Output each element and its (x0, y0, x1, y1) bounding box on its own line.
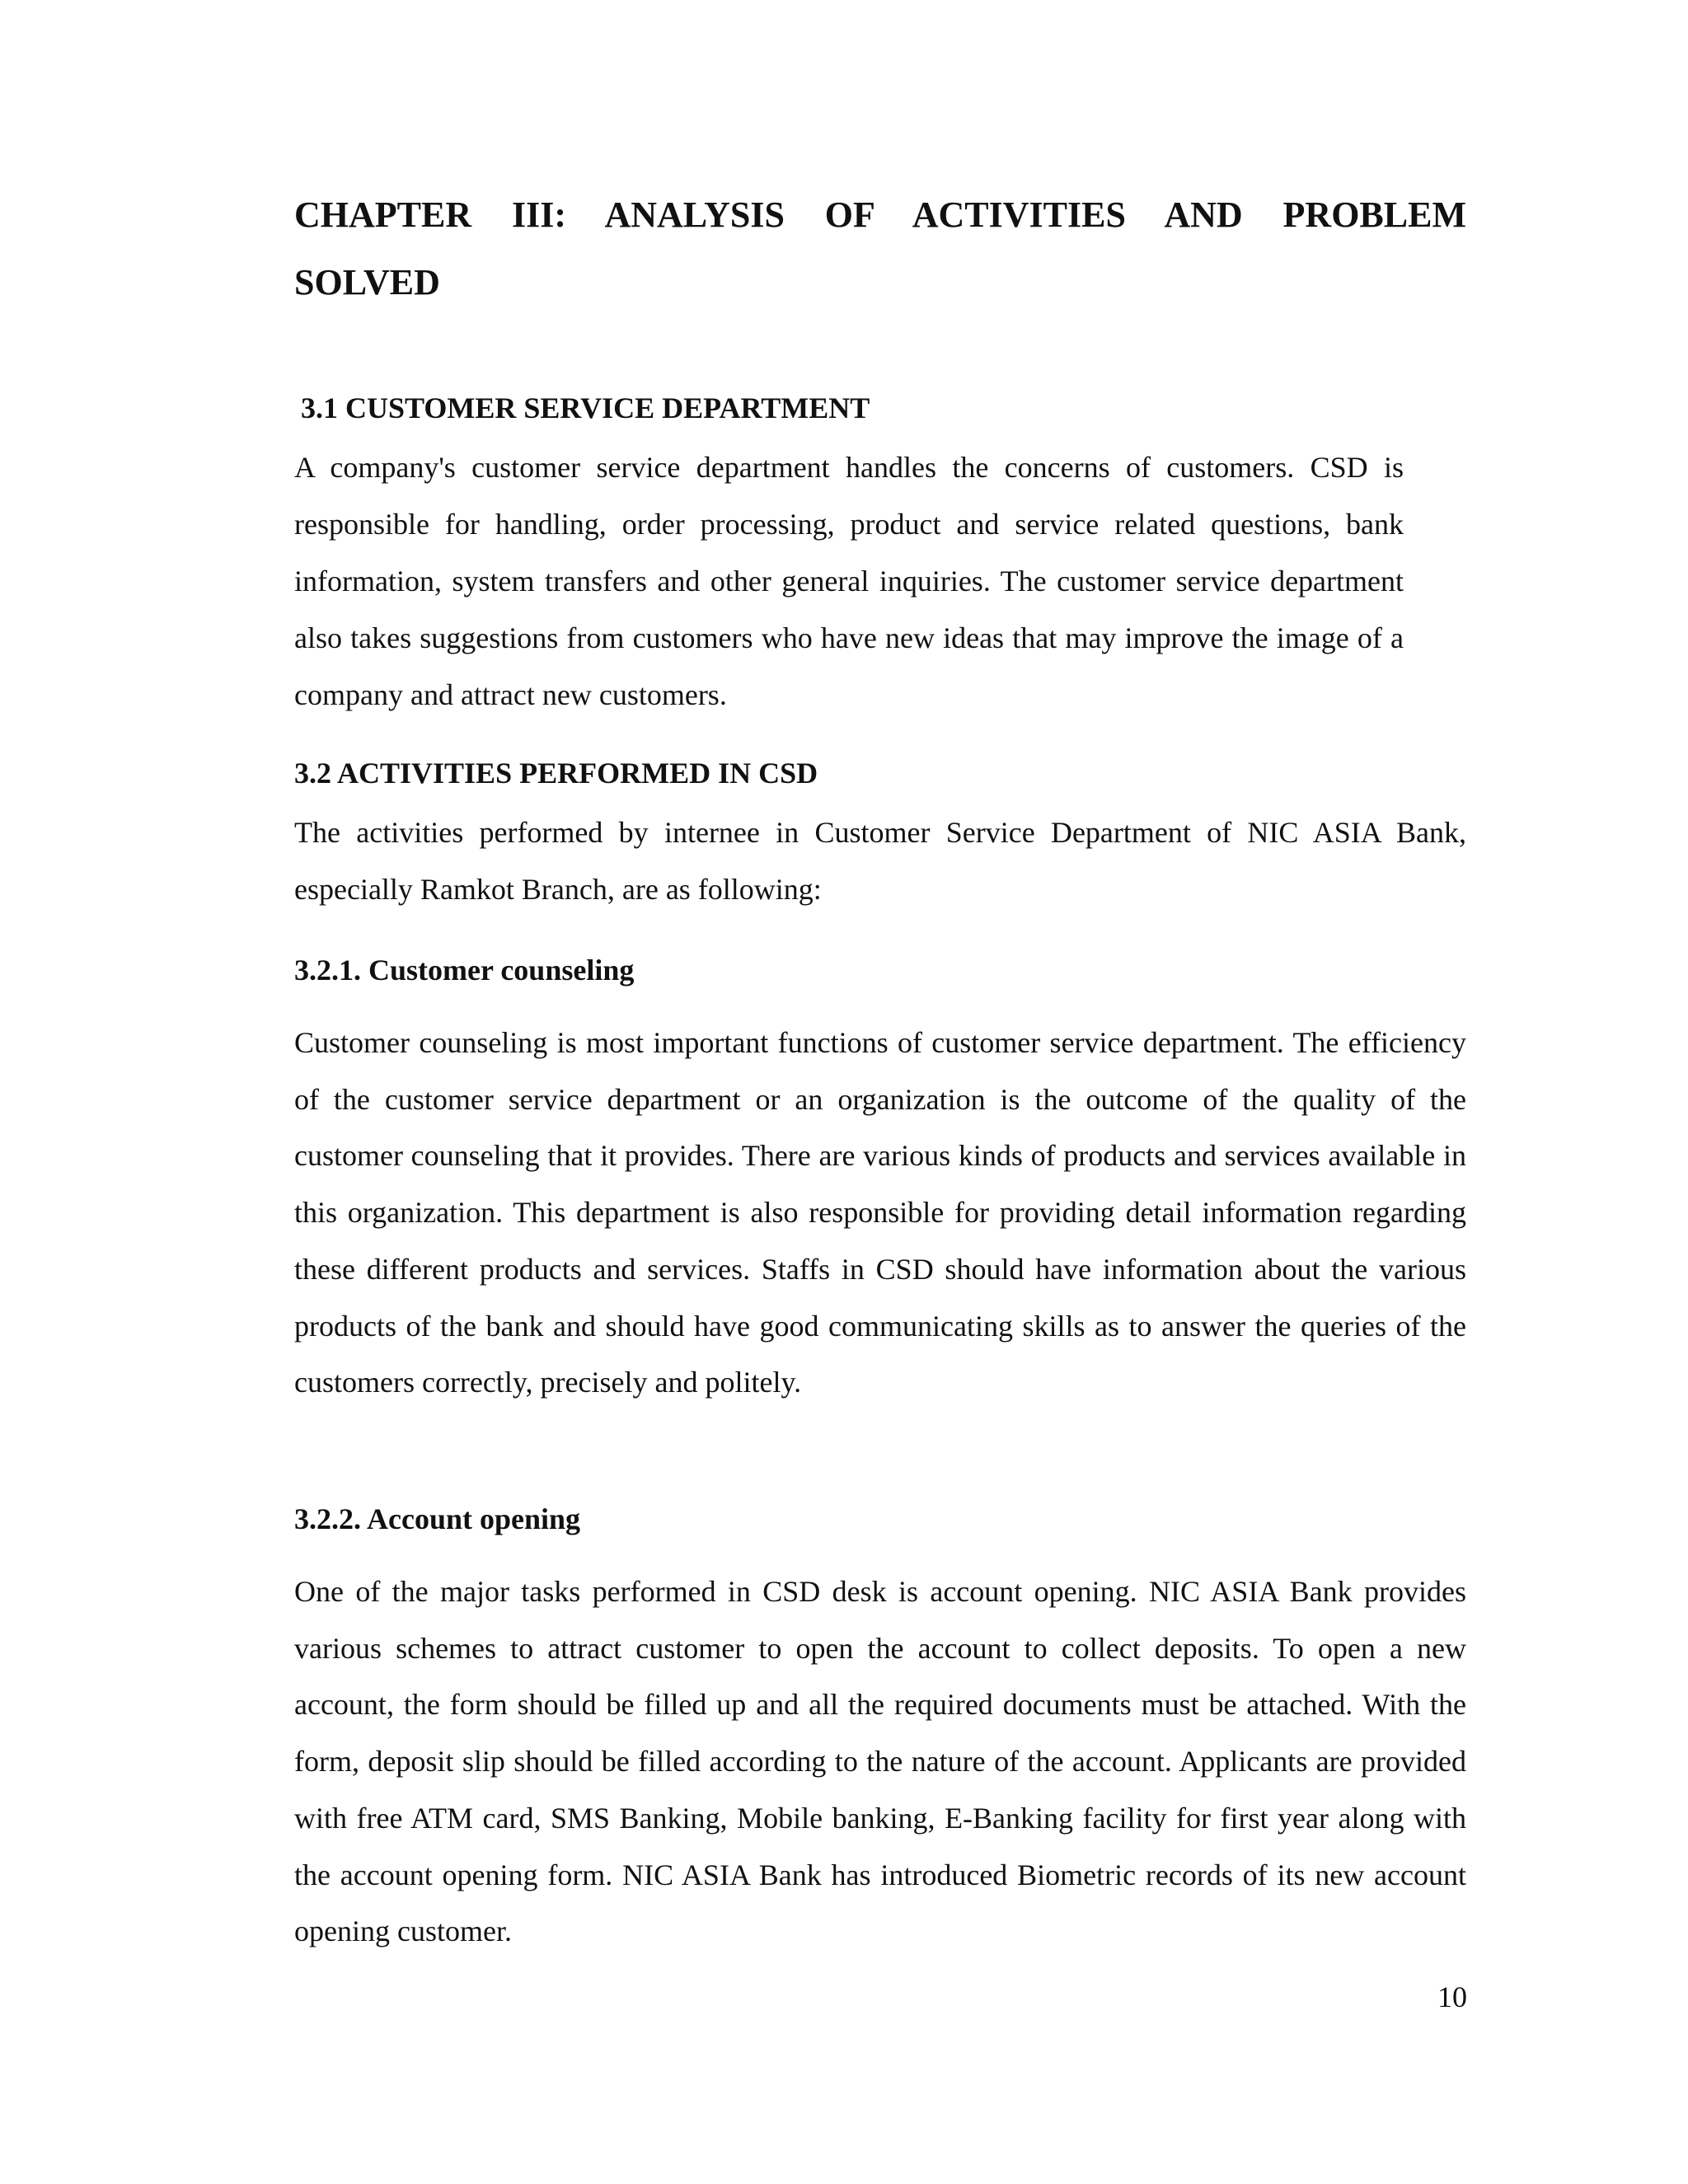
subsection-heading-3-2-1: 3.2.1. Customer counseling (294, 954, 635, 987)
section-heading-3-1: 3.1 CUSTOMER SERVICE DEPARTMENT (301, 391, 870, 424)
subsection-body-3-2-2: One of the major tasks performed in CSD desk is account opening. NIC ASIA Bank provides various schemes to attract customer to open the account to collect deposits. To open a new account, the form should be filled up and all the required documents must be attached. With the form, deposit slip should be filled according to the nature of the account. Applicants are provided with free ATM card, SMS Banking, Mobile banking, E-Banking facility for first year along with the account opening form. NIC ASIA Bank has introduced Biometric records of its new account opening customer. (294, 1575, 1466, 1948)
section-body-3-1: A company's customer service department handles the concerns of customers. CSD is responsible for handling, order processing, product and service related questions, bank information, system transfers and other general inquiries. The customer service department also takes suggestions from customers who have new ideas that may improve the image of a company and attract new customers. (294, 451, 1404, 711)
chapter-title: CHAPTER III: ANALYSIS OF ACTIVITIES AND PROBLEM SOLVED (294, 194, 1466, 302)
section-heading-3-2: 3.2 ACTIVITIES PERFORMED IN CSD (294, 757, 818, 790)
page-number: 10 (1437, 1980, 1467, 2013)
subsection-heading-3-2-2: 3.2.2. Account opening (294, 1502, 581, 1535)
subsection-body-3-2-1: Customer counseling is most important functions of customer service department. The efficiency of the customer service department or an organization is the outcome of the quality of the customer counseling that it provides. There are various kinds of products and services available in this organization. This department is also responsible for providing detail information regarding these different products and services. Staffs in CSD should have information about the various products of the bank and should have good communicating skills as to answer the queries of the customers correctly, precisely and politely. (294, 1026, 1466, 1399)
section-body-3-2: The activities performed by internee in Customer Service Department of NIC ASIA Bank, especially Ramkot Branch, are as following: (294, 816, 1466, 906)
